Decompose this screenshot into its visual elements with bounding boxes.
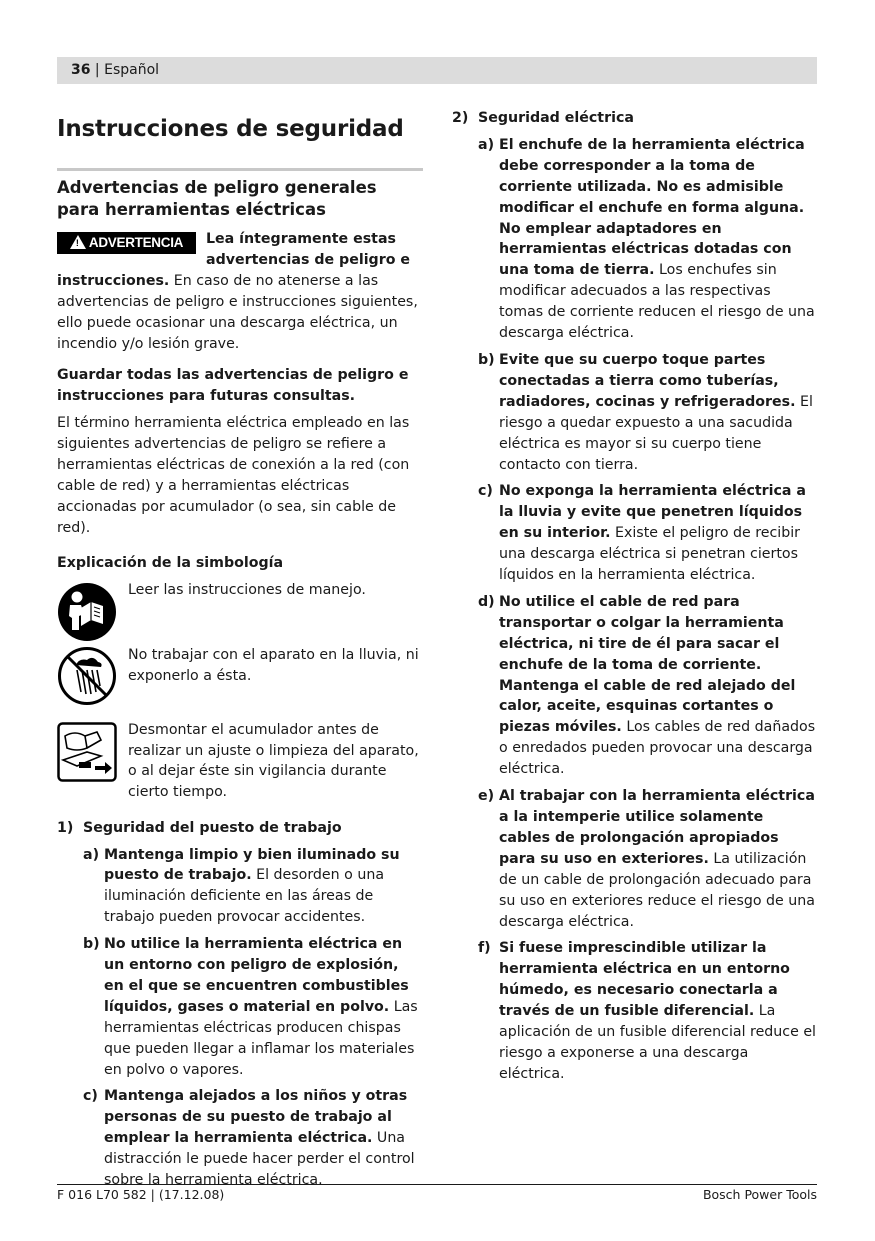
no-rain-icon	[57, 646, 117, 706]
item-bold: Mantenga limpio y bien iluminado su puesto de trabajo.	[104, 846, 400, 884]
item-bold: Al trabajar con la herramienta eléctrica a la intemperie utilice solamente cables de prolongación apropiados para su uso en exteriores.	[499, 788, 815, 867]
section1-item-c	[57, 1086, 423, 1191]
item-text: El desorden o una iluminación deficiente en las áreas de trabajo pueden provocar accidentes.	[104, 867, 385, 926]
page-title: Instrucciones de seguridad	[57, 116, 404, 142]
item-letter: b)	[478, 351, 495, 368]
header-separator: |	[90, 62, 105, 78]
symbol-row-read	[57, 580, 423, 638]
item-letter: c)	[83, 1088, 98, 1105]
warning-block	[57, 229, 423, 354]
item-letter: f)	[478, 940, 491, 957]
right-column	[452, 108, 817, 1085]
section1-heading	[57, 818, 423, 839]
item-text: Los cables de red dañados o enredados pueden provocar una descarga eléctrica.	[499, 719, 816, 778]
warning-badge	[57, 232, 196, 254]
item-text: La aplicación de un fusible diferencial reduce el riesgo a exponerse a una descarga eléctrica.	[499, 1003, 817, 1082]
section2-title: Seguridad eléctrica	[478, 110, 634, 126]
section1-number: 1)	[57, 819, 74, 836]
section1-item-a	[57, 845, 423, 929]
item-text: Las herramientas eléctricas producen chispas que pueden llegar a inflamar los materiales en polvo o vapores.	[104, 998, 418, 1078]
warning-badge-label: ADVERTENCIA	[88, 235, 184, 250]
read-manual-icon	[57, 582, 117, 642]
item-letter: c)	[478, 483, 493, 500]
title-divider	[57, 168, 423, 171]
item-bold: Evite que su cuerpo toque partes conectadas a tierra como tuberías, radiadores, cocinas y refrigeradores.	[499, 351, 796, 410]
section1-title: Seguridad del puesto de trabajo	[83, 819, 342, 836]
section2-item-f	[452, 938, 817, 1084]
section2-item-d	[452, 592, 817, 780]
symbol-battery-text: Desmontar el acumulador antes de realizar un ajuste o limpieza del aparato, o al dejar éste sin vigilancia durante cierto tiempo.	[128, 721, 419, 801]
footer-divider	[57, 1184, 817, 1185]
page-header	[57, 57, 817, 84]
section2-item-b	[452, 350, 817, 475]
footer-brand: Bosch Power Tools	[702, 1187, 817, 1202]
item-letter: e)	[478, 788, 495, 805]
item-letter: a)	[478, 136, 495, 153]
symbol-rain-text: No trabajar con el aparato en la lluvia, ni exponerlo a ésta.	[128, 646, 419, 684]
item-text: Una distracción le puede hacer perder el control sobre la herramienta eléctrica.	[104, 1130, 415, 1189]
section2-item-c	[452, 481, 817, 586]
section-subtitle: Advertencias de peligro generales para herramientas eléctricas	[57, 178, 377, 219]
item-letter: d)	[478, 593, 495, 610]
warning-bold: Lea íntegramente estas advertencias de peligro e instrucciones.	[57, 231, 411, 289]
symbol-row-battery	[57, 720, 423, 806]
item-bold: Mantenga alejados a los niños y otras personas de su puesto de trabajo al emplear la herramienta eléctrica.	[104, 1088, 408, 1147]
warning-body: En caso de no atenerse a las advertencias de peligro e instrucciones siguientes, ello puede ocasionar una descarga eléctrica, un incendio y/o lesión grave.	[57, 272, 418, 352]
item-text: Existe el peligro de recibir una descarga eléctrica si penetran ciertos líquidos en la herramienta eléctrica.	[499, 525, 801, 584]
section1-item-b	[57, 934, 423, 1080]
warning-triangle-icon: !	[70, 235, 86, 249]
item-text: El riesgo a quedar expuesto a una sacudida eléctrica es mayor si su cuerpo tiene contacto con tierra.	[499, 393, 813, 473]
item-text: La utilización de un cable de prolongación adecuado para su uso en exteriores reduce el riesgo de una descarga eléctrica.	[499, 850, 815, 930]
remove-battery-icon	[57, 722, 117, 782]
keep-notice: Guardar todas las advertencias de peligro e instrucciones para futuras consultas.	[57, 367, 409, 405]
section2-number: 2)	[452, 110, 469, 126]
section2-heading	[452, 108, 817, 129]
section2-item-a	[452, 135, 817, 344]
item-bold: No utilice el cable de red para transportar o colgar la herramienta eléctrica, ni tire de él para sacar el enchufe de la toma de corriente. Mantenga el cable de red alejado del calor, aceite, esquinas cortantes o piezas móviles.	[499, 593, 796, 736]
symbol-read-text: Leer las instrucciones de manejo.	[128, 581, 366, 598]
item-bold: No utilice la herramienta eléctrica en un entorno con peligro de explosión, en el que se encuentren combustibles líquidos, gases o material en polvo.	[104, 936, 409, 1015]
page-number: 36	[71, 62, 91, 78]
left-column	[57, 108, 423, 1191]
item-text: Los enchufes sin modificar adecuados a las respectivas tomas de corriente reducen el riesgo de una descarga eléctrica.	[499, 262, 815, 342]
symbols-heading: Explicación de la simbología	[57, 554, 284, 571]
item-bold: El enchufe de la herramienta eléctrica debe corresponder a la toma de corriente utilizada. No es admisible modificar el enchufe en forma alguna. No emplear adaptadores en herramientas eléctricas dotadas con una toma de tierra.	[499, 136, 805, 279]
footer-doc-code: F 016 L70 582 | (17.12.08)	[57, 1187, 225, 1202]
symbol-row-rain	[57, 644, 423, 708]
section2-item-e	[452, 786, 817, 932]
header-language: Español	[104, 62, 160, 78]
item-bold: Si fuese imprescindible utilizar la herramienta eléctrica en un entorno húmedo, es necesario conectarla a través de un fusible diferencial.	[499, 940, 790, 1020]
item-letter: a)	[83, 846, 100, 863]
item-letter: b)	[83, 936, 100, 953]
item-bold: No exponga la herramienta eléctrica a la lluvia y evite que penetren líquidos en su interior.	[499, 483, 806, 542]
definition-text: El término herramienta eléctrica empleado en las siguientes advertencias de peligro se refiere a herramientas eléctricas de conexión a la red (con cable de red) y a herramientas eléctricas accionadas por acumulador (o sea, sin cable de red).	[57, 415, 410, 536]
